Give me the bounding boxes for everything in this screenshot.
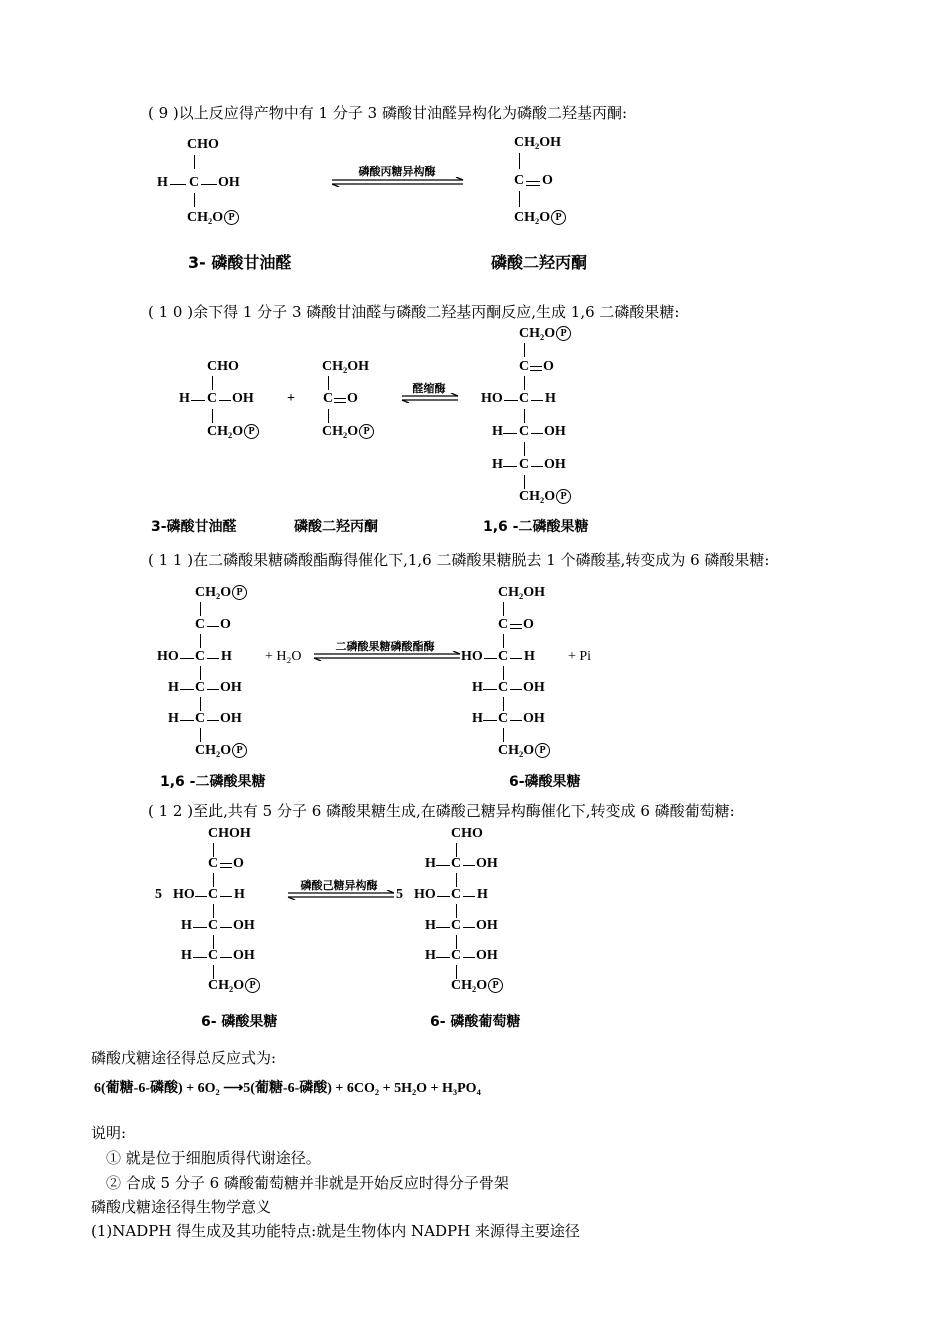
- atom-c: C: [451, 918, 462, 933]
- atom-oh: OH: [233, 948, 255, 963]
- phosphate-icon: P: [359, 424, 374, 439]
- atom-ch2op: CH₂O P: [498, 743, 550, 759]
- atom-ho: HO: [461, 649, 483, 664]
- note-1: ① 就是位于细胞质得代谢途径。: [106, 1149, 321, 1167]
- atom-h: H: [157, 175, 168, 190]
- atom-ch2oh: CH₂OH: [498, 585, 545, 600]
- atom-c: C: [189, 175, 200, 190]
- atom-h: H: [472, 711, 483, 726]
- reversible-arrow-icon: [286, 890, 396, 900]
- atom-c: C: [195, 711, 206, 726]
- atom-oh: OH: [476, 856, 498, 871]
- atom-c: C: [519, 457, 530, 472]
- atom-c: C: [519, 359, 530, 374]
- label-dhap-9: 磷酸二羟丙酮: [491, 253, 588, 272]
- label-g6p-12: 6- 磷酸葡萄糖: [430, 1014, 521, 1030]
- atom-ch2op: CH₂O P: [322, 424, 374, 440]
- atom-c: C: [208, 918, 219, 933]
- step-11-text: ( 1 1 )在二磷酸果糖磷酸酯酶得催化下,1,6 二磷酸果糖脱去 1 个磷酸基,转变成为 6 磷酸果糖:: [148, 551, 770, 569]
- atom-c: C: [498, 680, 509, 695]
- phosphate-icon: P: [551, 210, 566, 225]
- atom-ch2op: CH₂O P: [207, 424, 259, 440]
- enzyme-aldolase: 醛缩酶: [412, 382, 446, 395]
- atom-ho: HO: [173, 887, 195, 902]
- atom-c: C: [207, 391, 218, 406]
- step-9-text: ( 9 )以上反应得产物中有 1 分子 3 磷酸甘油醛异构化为磷酸二羟基丙酮:: [148, 104, 627, 122]
- label-f6p-11: 6-磷酸果糖: [509, 774, 581, 790]
- atom-ch2oh: CH₂OH: [322, 359, 369, 374]
- enzyme-triose-isomerase: 磷酸丙糖异构酶: [358, 165, 436, 178]
- atom-ch2op: CH₂O P: [451, 978, 503, 994]
- atom-h: H: [492, 457, 503, 472]
- atom-c: C: [323, 391, 334, 406]
- atom-o: O: [542, 173, 553, 188]
- water-term: + H₂O: [265, 649, 302, 664]
- phosphate-icon: P: [488, 978, 503, 993]
- pi-term: + Pi: [568, 649, 592, 664]
- phosphate-icon: P: [556, 489, 571, 504]
- atom-choh: CHOH: [208, 826, 251, 841]
- label-g3p-9: 3- 磷酸甘油醛: [188, 253, 292, 272]
- atom-h: H: [168, 711, 179, 726]
- atom-o: O: [523, 617, 534, 632]
- significance-heading: 磷酸戊糖途径得生物学意义: [91, 1198, 272, 1216]
- atom-ch2op: CH₂O P: [195, 743, 247, 759]
- atom-oh: OH: [220, 711, 242, 726]
- atom-oh: OH: [544, 457, 566, 472]
- atom-h: H: [425, 948, 436, 963]
- reversible-arrow-icon: [330, 177, 465, 187]
- phosphate-icon: P: [232, 743, 247, 758]
- atom-ho: HO: [414, 887, 436, 902]
- atom-oh: OH: [523, 680, 545, 695]
- atom-h: H: [524, 649, 535, 664]
- label-fbp-10: 1,6 -二磷酸果糖: [483, 519, 589, 535]
- phosphate-icon: P: [244, 424, 259, 439]
- phosphate-icon: P: [556, 326, 571, 341]
- atom-oh: OH: [476, 948, 498, 963]
- atom-ho: HO: [157, 649, 179, 664]
- atom-h: H: [477, 887, 488, 902]
- label-dhap-10: 磷酸二羟丙酮: [294, 519, 378, 535]
- atom-cho: CHO: [207, 359, 239, 374]
- notes-title: 说明:: [91, 1124, 127, 1142]
- significance-point-1: (1)NADPH 得生成及其功能特点:就是生物体内 NADPH 来源得主要途径: [91, 1222, 580, 1240]
- atom-ch2op: CH₂O P: [514, 210, 566, 226]
- atom-h: H: [179, 391, 190, 406]
- atom-h: H: [234, 887, 245, 902]
- atom-c: C: [451, 948, 462, 963]
- atom-c: C: [208, 856, 219, 871]
- atom-oh: OH: [476, 918, 498, 933]
- atom-h: H: [425, 918, 436, 933]
- atom-c: C: [195, 680, 206, 695]
- phosphate-icon: P: [232, 585, 247, 600]
- label-f6p-12: 6- 磷酸果糖: [201, 1014, 278, 1030]
- atom-ch2op: CH₂O P: [519, 489, 571, 505]
- atom-ho: HO: [481, 391, 503, 406]
- enzyme-fbpase: 二磷酸果糖磷酸酯酶: [335, 640, 435, 653]
- atom-cho: CHO: [451, 826, 483, 841]
- atom-o: O: [233, 856, 244, 871]
- atom-c: C: [451, 856, 462, 871]
- phosphate-icon: P: [245, 978, 260, 993]
- overall-equation: 6(葡糖-6-磷酸) + 6O₂ ⟶5(葡糖-6-磷酸) + 6CO₂ + 5H₂O + H₃PO₄: [94, 1081, 481, 1096]
- atom-oh: OH: [233, 918, 255, 933]
- note-2: ② 合成 5 分子 6 磷酸葡萄糖并非就是开始反应时得分子骨架: [106, 1174, 509, 1192]
- atom-c: C: [514, 173, 525, 188]
- atom-h: H: [472, 680, 483, 695]
- label-fbp-11: 1,6 -二磷酸果糖: [160, 774, 266, 790]
- atom-c: C: [208, 948, 219, 963]
- atom-c: C: [208, 887, 219, 902]
- atom-c: C: [519, 391, 530, 406]
- atom-c: C: [451, 887, 462, 902]
- atom-o: O: [347, 391, 358, 406]
- atom-c: C: [195, 649, 206, 664]
- atom-ch2op: CH₂O P: [208, 978, 260, 994]
- atom-c: C: [195, 617, 206, 632]
- atom-oh: OH: [544, 424, 566, 439]
- atom-o: O: [220, 617, 231, 632]
- atom-oh: OH: [220, 680, 242, 695]
- atom-ch2op: CH₂O P: [195, 585, 247, 601]
- atom-c: C: [519, 424, 530, 439]
- atom-h: H: [181, 948, 192, 963]
- atom-cho: CHO: [187, 137, 219, 152]
- atom-ch2op: CH₂O P: [187, 210, 239, 226]
- atom-c: C: [498, 711, 509, 726]
- atom-h: H: [181, 918, 192, 933]
- atom-c: C: [498, 617, 509, 632]
- step-10-text: ( 1 0 )余下得 1 分子 3 磷酸甘油醛与磷酸二羟基丙酮反应,生成 1,6 二磷酸果糖:: [148, 303, 680, 321]
- atom-o: O: [543, 359, 554, 374]
- atom-c: C: [498, 649, 509, 664]
- atom-oh: OH: [523, 711, 545, 726]
- reversible-arrow-icon: [400, 393, 460, 403]
- atom-h: H: [492, 424, 503, 439]
- step-12-text: ( 1 2 )至此,共有 5 分子 6 磷酸果糖生成,在磷酸己糖异构酶催化下,转变成 6 磷酸葡萄糖:: [148, 802, 735, 820]
- atom-ch2op: CH₂O P: [519, 326, 571, 342]
- enzyme-hexose-isomerase: 磷酸己糖异构酶: [300, 879, 378, 892]
- atom-oh: OH: [218, 175, 240, 190]
- label-g3p-10: 3-磷酸甘油醛: [151, 519, 237, 535]
- phosphate-icon: P: [535, 743, 550, 758]
- atom-h: H: [545, 391, 556, 406]
- atom-h: H: [221, 649, 232, 664]
- plus-sign: +: [287, 391, 295, 406]
- atom-h: H: [425, 856, 436, 871]
- overall-intro: 磷酸戊糖途径得总反应式为:: [91, 1049, 277, 1067]
- phosphate-icon: P: [224, 210, 239, 225]
- coefficient-5: 5: [155, 887, 162, 902]
- coefficient-5: 5: [396, 887, 403, 902]
- atom-h: H: [168, 680, 179, 695]
- atom-ch2oh: CH₂OH: [514, 135, 561, 150]
- atom-oh: OH: [232, 391, 254, 406]
- reversible-arrow-icon: [312, 651, 462, 661]
